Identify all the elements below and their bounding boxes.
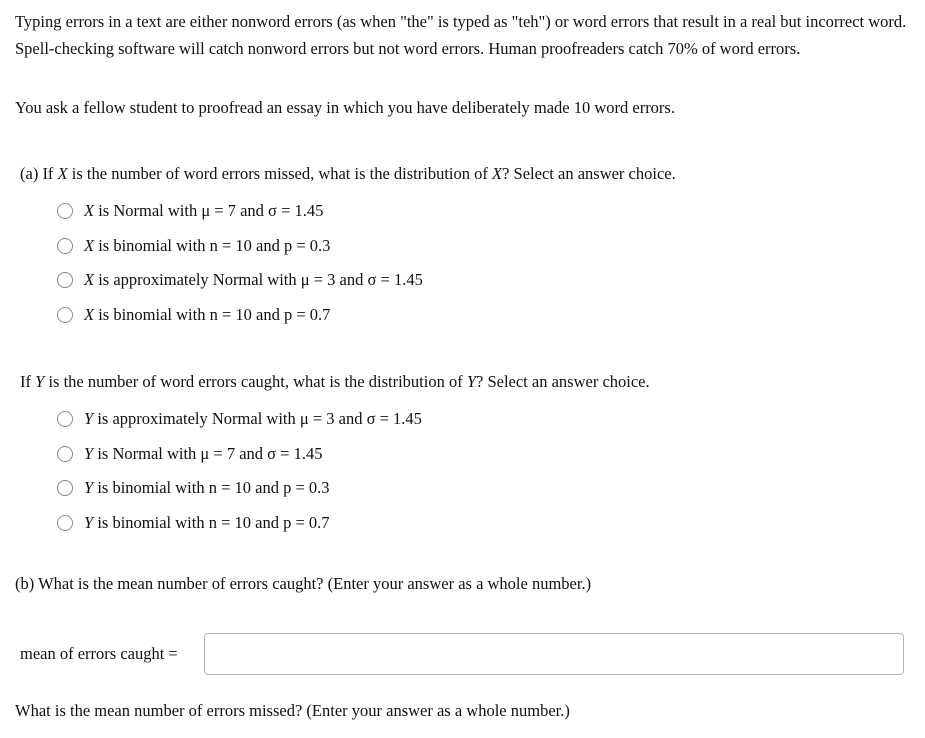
answer-label: mean of errors caught =: [20, 644, 178, 663]
option-text: is Normal with μ = 7 and σ = 1.45: [97, 444, 323, 463]
question-a-var2: X: [492, 164, 503, 183]
question-b: (b) What is the mean number of errors caught? (Enter your answer as a whole number.): [15, 574, 592, 593]
option-text: is binomial with n = 10 and p = 0.7: [97, 513, 330, 532]
question-a-suffix: ? Select an answer choice.: [502, 164, 676, 183]
question-b-missed: What is the mean number of errors missed? (Enter your answer as a whole number.): [15, 701, 570, 720]
option-var: X: [84, 270, 95, 289]
option-a-3[interactable]: [57, 268, 423, 292]
option-text: is approximately Normal with μ = 3 and σ = 1.45: [97, 409, 422, 428]
radio-button[interactable]: [57, 238, 73, 254]
option-var: Y: [84, 478, 94, 497]
radio-button[interactable]: [57, 203, 73, 219]
question-y-suffix: ? Select an answer choice.: [476, 372, 650, 391]
option-text: is approximately Normal with μ = 3 and σ = 1.45: [98, 270, 423, 289]
question-a: [20, 162, 676, 186]
option-a-1[interactable]: [57, 199, 323, 223]
question-y-var: Y: [35, 372, 45, 391]
problem-task: You ask a fellow student to proofread an essay in which you have deliberately made 10 word errors.: [15, 98, 675, 117]
question-a-var: X: [57, 164, 68, 183]
option-y-3[interactable]: [57, 476, 330, 500]
radio-button[interactable]: [57, 272, 73, 288]
option-text: is binomial with n = 10 and p = 0.3: [97, 478, 330, 497]
option-var: X: [84, 305, 95, 324]
option-y-1[interactable]: [57, 407, 422, 431]
option-var: Y: [84, 409, 94, 428]
option-var: X: [84, 201, 95, 220]
option-a-4[interactable]: [57, 303, 330, 327]
option-var: X: [84, 236, 95, 255]
question-y-prefix: If: [20, 372, 31, 391]
option-text: is binomial with n = 10 and p = 0.7: [98, 305, 331, 324]
option-y-2[interactable]: [57, 442, 322, 466]
radio-button[interactable]: [57, 307, 73, 323]
question-a-mid: is the number of word errors missed, what is the distribution of: [71, 164, 488, 183]
question-y-var2: Y: [466, 372, 476, 391]
radio-button[interactable]: [57, 411, 73, 427]
question-a-prefix: (a) If: [20, 164, 54, 183]
option-y-4[interactable]: [57, 511, 330, 535]
option-var: Y: [84, 444, 94, 463]
option-text: is binomial with n = 10 and p = 0.3: [98, 236, 331, 255]
radio-button[interactable]: [57, 480, 73, 496]
answer-row: [20, 633, 906, 675]
option-var: Y: [84, 513, 94, 532]
option-text: is Normal with μ = 7 and σ = 1.45: [98, 201, 324, 220]
question-y-mid: is the number of word errors caught, what is the distribution of: [48, 372, 463, 391]
radio-button[interactable]: [57, 515, 73, 531]
mean-caught-input[interactable]: [204, 633, 904, 675]
question-y: [20, 370, 650, 394]
radio-button[interactable]: [57, 446, 73, 462]
option-a-2[interactable]: [57, 234, 330, 258]
problem-intro: Typing errors in a text are either nonword errors (as when "the" is typed as "teh") or word errors that result in a real but incorrect word. Spell-checking software will catch nonword errors but not word errors. Human proofreaders catch 70% of word errors.: [15, 12, 907, 58]
